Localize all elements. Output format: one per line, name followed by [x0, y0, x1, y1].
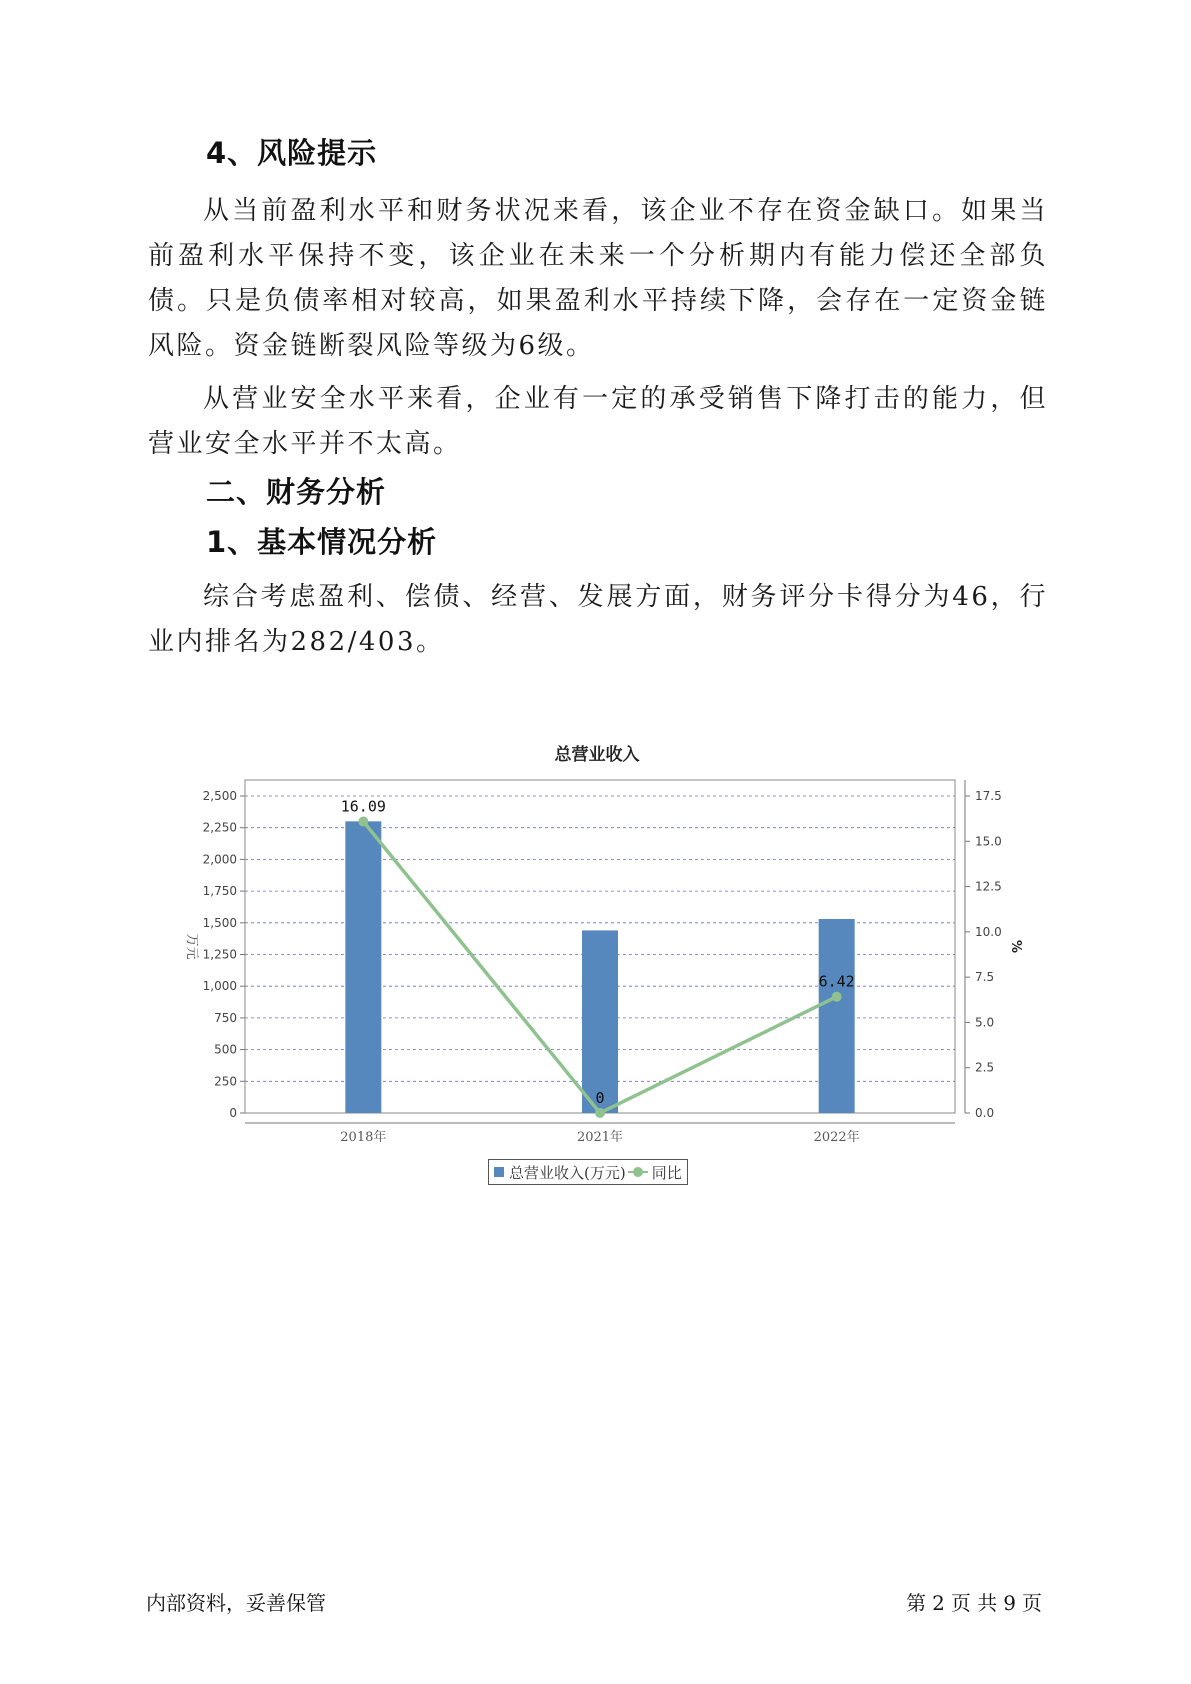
y-tick-label: 250 [214, 1074, 237, 1089]
section-title-risk: 4、风险提示 [206, 136, 378, 170]
y2-tick-label: 2.5 [975, 1060, 995, 1075]
yoy-point [595, 1108, 605, 1118]
section-title-finance: 二、财务分析 [206, 475, 387, 509]
legend-line-swatch [628, 1167, 648, 1177]
y2-tick-label: 15.0 [975, 834, 1002, 849]
y-tick-label: 2,500 [202, 789, 237, 803]
legend-bar-swatch [494, 1167, 504, 1177]
yoy-data-label: 16.09 [340, 797, 386, 816]
chart-legend [488, 1159, 688, 1185]
y-tick-label: 1,250 [202, 947, 237, 962]
y-tick-label: 500 [214, 1042, 237, 1057]
page-total: 9 [1003, 1591, 1016, 1615]
page-prefix: 第 [906, 1591, 927, 1615]
revenue-bar [345, 821, 381, 1113]
y2-tick-label: 0.0 [975, 1106, 995, 1120]
footer-confidential-note: 内部资料，妥善保管 [146, 1591, 326, 1615]
y-tick-label: 1,500 [202, 915, 237, 930]
y2-tick-label: 12.5 [975, 879, 1002, 894]
page-current: 2 [932, 1591, 945, 1615]
paragraph-basic: 综合考虑盈利、偿债、经营、发展方面，财务评分卡得分为46，行业内排名为282/403。 [148, 582, 1048, 657]
revenue-bar [582, 930, 618, 1113]
paragraph-risk-2: 从营业安全水平来看，企业有一定的承受销售下降打击的能力，但营业安全水平并不太高。 [148, 384, 1048, 459]
yoy-data-label: 0 [595, 1089, 605, 1107]
x-tick-label: 2022年 [813, 1130, 860, 1145]
x-tick-label: 2021年 [576, 1130, 624, 1145]
chart-title: 总营业收入 [554, 745, 640, 765]
y-tick-label: 2,250 [202, 820, 237, 835]
y-tick-label: 2,000 [202, 852, 237, 867]
y-axis-label: 万元 [184, 933, 199, 960]
y2-axis-label: % [1008, 939, 1023, 954]
page-mid: 页 共 [950, 1591, 998, 1615]
y-tick-label: 1,750 [202, 884, 237, 899]
y2-tick-label: 17.5 [975, 789, 1002, 803]
yoy-point [358, 817, 368, 827]
page-suffix: 页 [1022, 1591, 1042, 1615]
y-tick-label: 750 [214, 1010, 237, 1025]
y-tick-label: 1,000 [202, 979, 237, 994]
footer-page-number [903, 1587, 1045, 1616]
revenue-chart [170, 735, 1070, 1160]
y2-tick-label: 7.5 [975, 970, 995, 985]
legend-item-yoy: 同比 [651, 1163, 682, 1182]
yoy-data-label: 6.42 [818, 972, 855, 991]
yoy-point [832, 992, 842, 1002]
section-title-basic: 1、基本情况分析 [206, 525, 438, 559]
y2-tick-label: 10.0 [975, 924, 1002, 939]
y-tick-label: 0 [229, 1106, 237, 1120]
x-tick-label: 2018年 [340, 1130, 387, 1145]
paragraph-risk-1: 从当前盈利水平和财务状况来看，该企业不存在资金缺口。如果当前盈利水平保持不变，该企业在未来一个分析期内有能力偿还全部负债。只是负债率相对较高，如果盈利水平持续下降，会存在一定资金链风险。资金链断裂风险等级为6级。 [148, 196, 1048, 361]
legend-item-revenue: 总营业收入(万元) [509, 1163, 626, 1182]
revenue-bar [819, 919, 855, 1113]
y2-tick-label: 5.0 [975, 1015, 995, 1030]
